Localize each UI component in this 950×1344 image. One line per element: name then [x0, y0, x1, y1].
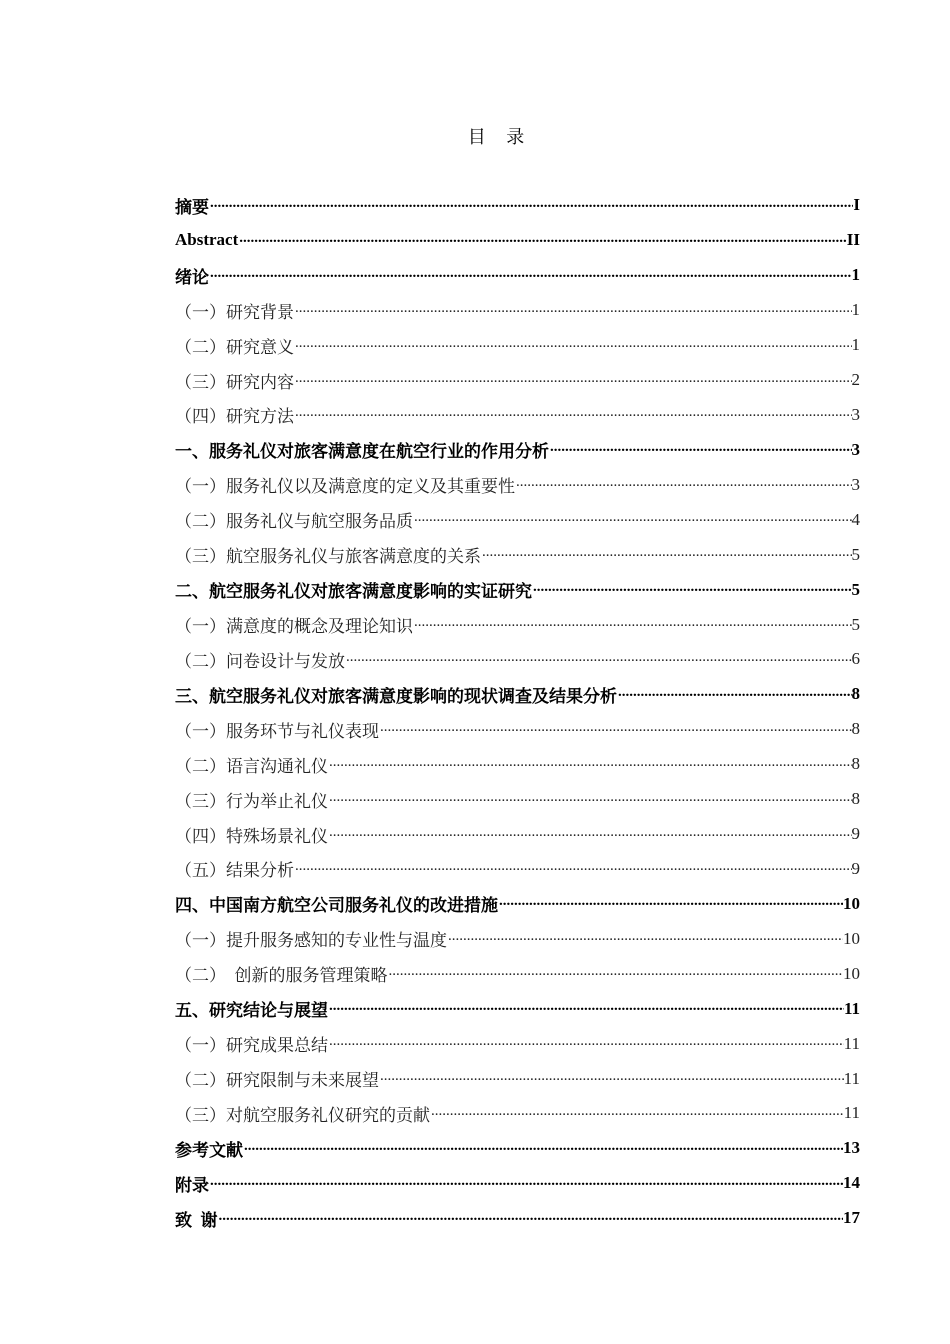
- toc-chapter-entry[interactable]: [175, 886, 860, 921]
- toc-entry-label: （一）服务礼仪以及满意度的定义及其重要性: [175, 477, 515, 497]
- toc-entry-label: （三）航空服务礼仪与旅客满意度的关系: [175, 547, 481, 567]
- dot-leader: [243, 1140, 843, 1157]
- toc-entry-page-number: 3: [851, 474, 860, 494]
- toc-entry-page-number: 11: [843, 1103, 860, 1123]
- toc-entry-label: （三）行为举止礼仪: [175, 791, 328, 811]
- toc-entry-label: （二）研究限制与未来展望: [175, 1071, 379, 1090]
- dot-leader: [328, 791, 852, 808]
- toc-section-entry[interactable]: [175, 467, 860, 502]
- dot-leader: [294, 337, 852, 354]
- toc-entry-page-number: 8: [851, 684, 860, 704]
- toc-entry-label: （二）研究意义: [175, 337, 294, 357]
- toc-section-entry[interactable]: [175, 537, 860, 572]
- toc-chapter-entry[interactable]: [175, 1166, 860, 1201]
- toc-entry-page-number: 10: [843, 963, 860, 983]
- toc-section-entry[interactable]: [175, 1026, 860, 1061]
- toc-entry-page-number: 9: [851, 858, 860, 878]
- toc-entry-label: 三、航空服务礼仪对旅客满意度影响的现状调查及结果分析: [175, 686, 617, 706]
- toc-entry-page-number: 8: [851, 719, 860, 739]
- toc-section-entry[interactable]: [175, 852, 860, 887]
- dot-leader: [209, 1175, 843, 1192]
- dot-leader: [294, 302, 852, 319]
- dot-leader: [294, 372, 852, 389]
- dot-leader: [515, 476, 852, 493]
- toc-entry-page-number: 2: [851, 370, 860, 390]
- toc-entry-label: （二）问卷设计与发放: [175, 651, 345, 671]
- toc-entry-page-number: 4: [851, 509, 860, 529]
- toc-entry-label: 绪论: [175, 267, 209, 287]
- dot-leader: [413, 616, 852, 633]
- dot-leader: [447, 930, 843, 947]
- toc-chapter-entry[interactable]: [175, 572, 860, 607]
- toc-chapter-entry[interactable]: [175, 258, 860, 293]
- toc-entry-page-number: 1: [851, 300, 860, 320]
- dot-leader: [209, 267, 852, 284]
- toc-entry-label: 摘要: [175, 197, 209, 217]
- toc-entry-label: （一）研究成果总结: [175, 1036, 328, 1056]
- toc-entry-label: Abstract: [175, 230, 239, 250]
- toc-chapter-entry[interactable]: [175, 991, 860, 1026]
- toc-entry-page-number: 17: [843, 1208, 860, 1228]
- dot-leader: [328, 1000, 844, 1017]
- toc-section-entry[interactable]: [175, 817, 860, 852]
- toc-entry-label: （四）研究方法: [175, 407, 294, 427]
- dot-leader: [328, 756, 852, 773]
- toc-section-entry[interactable]: [175, 1061, 860, 1096]
- toc-entry-page-number: 11: [843, 998, 860, 1018]
- toc-entry-label: （二） 创新的服务管理策略: [175, 966, 388, 986]
- toc-section-entry[interactable]: [175, 607, 860, 642]
- dot-leader: [345, 651, 852, 668]
- toc-entry-label: 致 谢: [175, 1210, 218, 1230]
- toc-entry-page-number: 5: [851, 579, 860, 599]
- toc-entry-page-number: 1: [851, 335, 860, 355]
- toc-section-entry[interactable]: [175, 328, 860, 363]
- toc-section-entry[interactable]: [175, 1096, 860, 1131]
- toc-entry-label: 一、服务礼仪对旅客满意度在航空行业的作用分析: [175, 442, 549, 462]
- toc-section-entry[interactable]: [175, 712, 860, 747]
- dot-leader: [430, 1105, 844, 1122]
- toc-entry-page-number: 11: [843, 1068, 860, 1088]
- dot-leader: [549, 441, 852, 458]
- toc-section-entry[interactable]: [175, 502, 860, 537]
- toc-entry-label: （三）对航空服务礼仪研究的贡献: [175, 1105, 430, 1125]
- toc-section-entry[interactable]: [175, 956, 860, 991]
- dot-leader: [388, 965, 844, 982]
- toc-chapter-entry[interactable]: [175, 223, 860, 258]
- toc-section-entry[interactable]: [175, 782, 860, 817]
- toc-entry-label: 五、研究结论与展望: [175, 1001, 328, 1021]
- toc-entry-label: （一）研究背景: [175, 302, 294, 322]
- toc-entry-label: （五）结果分析: [175, 861, 294, 881]
- table-of-contents: [175, 188, 860, 1236]
- toc-chapter-entry[interactable]: [175, 1131, 860, 1166]
- dot-leader: [238, 232, 847, 249]
- toc-entry-page-number: 5: [851, 544, 860, 564]
- toc-entry-page-number: 3: [851, 404, 860, 424]
- dot-leader: [481, 546, 852, 563]
- toc-entry-page-number: 9: [851, 824, 860, 844]
- toc-entry-page-number: 8: [851, 789, 860, 809]
- dot-leader: [379, 721, 852, 738]
- toc-title: 目 录: [467, 127, 533, 147]
- toc-chapter-entry[interactable]: [175, 677, 860, 712]
- toc-entry-page-number: I: [853, 195, 860, 215]
- dot-leader: [328, 1035, 844, 1052]
- toc-chapter-entry[interactable]: [175, 1201, 860, 1236]
- toc-section-entry[interactable]: [175, 293, 860, 328]
- toc-entry-page-number: 8: [851, 754, 860, 774]
- toc-section-entry[interactable]: [175, 398, 860, 433]
- toc-entry-page-number: 13: [843, 1138, 860, 1158]
- toc-section-entry[interactable]: [175, 747, 860, 782]
- dot-leader: [498, 895, 843, 912]
- toc-entry-page-number: 3: [851, 439, 860, 459]
- toc-entry-label: （二）语言沟通礼仪: [175, 756, 328, 776]
- dot-leader: [328, 826, 852, 843]
- toc-entry-label: （四）特殊场景礼仪: [175, 826, 328, 846]
- dot-leader: [617, 686, 852, 703]
- dot-leader: [379, 1070, 844, 1087]
- toc-entry-label: 参考文献: [175, 1140, 243, 1160]
- toc-entry-page-number: II: [846, 230, 860, 250]
- toc-section-entry[interactable]: [175, 642, 860, 677]
- dot-leader: [218, 1210, 844, 1227]
- toc-entry-page-number: 6: [851, 649, 860, 669]
- toc-section-entry[interactable]: [175, 363, 860, 398]
- toc-section-entry[interactable]: [175, 921, 860, 956]
- toc-chapter-entry[interactable]: [175, 432, 860, 467]
- toc-entry-page-number: 1: [851, 265, 860, 285]
- dot-leader: [413, 511, 852, 528]
- toc-entry-page-number: 14: [843, 1173, 860, 1193]
- toc-entry-page-number: 5: [851, 614, 860, 634]
- toc-entry-label: （一）满意度的概念及理论知识: [175, 617, 413, 637]
- toc-entry-label: 附录: [175, 1175, 209, 1195]
- toc-entry-page-number: 10: [843, 893, 860, 913]
- dot-leader: [294, 406, 852, 423]
- dot-leader: [532, 581, 852, 598]
- toc-entry-label: （一）服务环节与礼仪表现: [175, 721, 379, 741]
- toc-entry-page-number: 11: [843, 1033, 860, 1053]
- toc-entry-label: 四、中国南方航空公司服务礼仪的改进措施: [175, 896, 498, 916]
- toc-entry-label: （一）提升服务感知的专业性与温度: [175, 931, 447, 951]
- dot-leader: [294, 860, 852, 877]
- toc-entry-label: （二）服务礼仪与航空服务品质: [175, 512, 413, 532]
- toc-entry-label: （三）研究内容: [175, 372, 294, 392]
- toc-entry-page-number: 10: [843, 928, 860, 948]
- toc-entry-label: 二、航空服务礼仪对旅客满意度影响的实证研究: [175, 582, 532, 602]
- dot-leader: [209, 197, 853, 214]
- toc-chapter-entry[interactable]: [175, 188, 860, 223]
